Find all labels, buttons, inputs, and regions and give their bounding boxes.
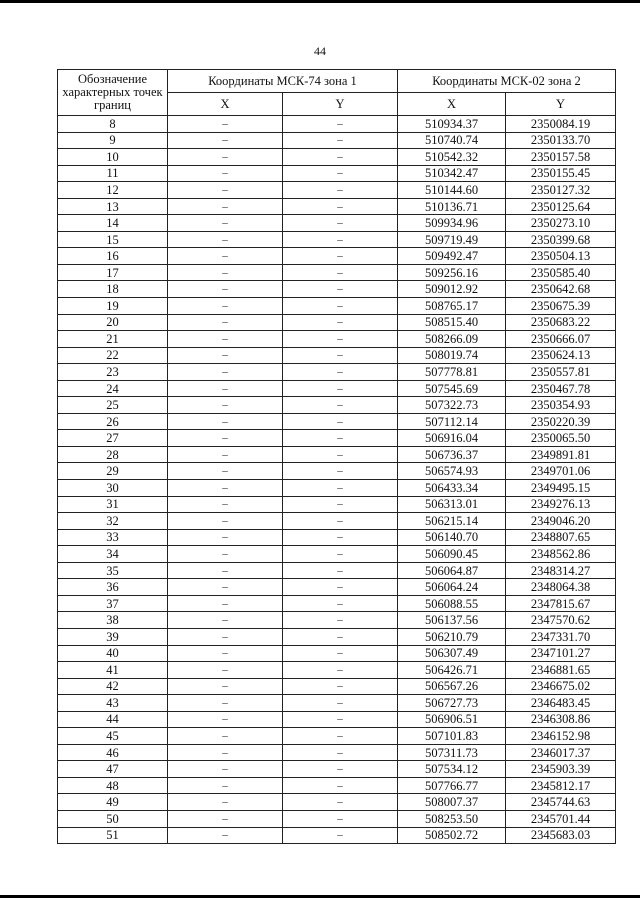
msk74-y-cell: –: [283, 827, 398, 844]
msk74-x-cell: –: [168, 711, 283, 728]
msk02-x-cell: 506433.34: [398, 480, 506, 497]
point-number-cell: 48: [58, 777, 168, 794]
table-row: [58, 463, 616, 480]
point-number-cell: 17: [58, 264, 168, 281]
msk74-x-cell: –: [168, 446, 283, 463]
table-row: [58, 380, 616, 397]
table-row: [58, 132, 616, 149]
msk74-y-cell: –: [283, 794, 398, 811]
msk74-group-header: Координаты МСК-74 зона 1: [168, 70, 398, 93]
point-number-cell: 19: [58, 298, 168, 315]
point-number-cell: 22: [58, 347, 168, 364]
msk02-x-cell: 506313.01: [398, 496, 506, 513]
msk74-y-cell: –: [283, 331, 398, 348]
msk74-x-cell: –: [168, 810, 283, 827]
msk74-y-cell: –: [283, 298, 398, 315]
point-number-cell: 20: [58, 314, 168, 331]
msk02-x-cell: 509012.92: [398, 281, 506, 298]
msk74-y-cell: –: [283, 264, 398, 281]
msk02-y-cell: 2350273.10: [506, 215, 616, 232]
table-row: [58, 298, 616, 315]
msk02-y-cell: 2349276.13: [506, 496, 616, 513]
msk74-x-cell: –: [168, 116, 283, 133]
msk74-y-cell: –: [283, 215, 398, 232]
msk74-y-cell: –: [283, 463, 398, 480]
msk02-x-cell: 506064.24: [398, 579, 506, 596]
msk02-x-cell: 507778.81: [398, 364, 506, 381]
msk02-y-cell: 2348807.65: [506, 529, 616, 546]
msk02-x-cell: 507311.73: [398, 744, 506, 761]
msk74-y-cell: –: [283, 546, 398, 563]
point-number-cell: 41: [58, 662, 168, 679]
msk74-y-cell: –: [283, 513, 398, 530]
point-number-cell: 13: [58, 198, 168, 215]
msk74-x-header: X: [168, 93, 283, 116]
table-row: [58, 430, 616, 447]
point-number-cell: 35: [58, 562, 168, 579]
point-number-cell: 38: [58, 612, 168, 629]
msk02-y-cell: 2350155.45: [506, 165, 616, 182]
table-row: [58, 364, 616, 381]
table-row: [58, 215, 616, 232]
table-row: [58, 231, 616, 248]
msk02-x-cell: 510144.60: [398, 182, 506, 199]
msk74-y-cell: –: [283, 198, 398, 215]
msk02-y-cell: 2346152.98: [506, 728, 616, 745]
point-number-cell: 40: [58, 645, 168, 662]
msk74-y-cell: –: [283, 777, 398, 794]
point-number-cell: 47: [58, 761, 168, 778]
table-row: [58, 314, 616, 331]
msk74-x-cell: –: [168, 529, 283, 546]
msk02-y-cell: 2349891.81: [506, 446, 616, 463]
msk02-y-cell: 2346308.86: [506, 711, 616, 728]
msk02-y-cell: 2348064.38: [506, 579, 616, 596]
msk74-y-cell: –: [283, 645, 398, 662]
msk02-x-cell: 506736.37: [398, 446, 506, 463]
msk74-x-cell: –: [168, 827, 283, 844]
msk74-x-cell: –: [168, 794, 283, 811]
table-row: [58, 529, 616, 546]
msk02-x-cell: 508502.72: [398, 827, 506, 844]
msk74-x-cell: –: [168, 744, 283, 761]
msk74-x-cell: –: [168, 695, 283, 712]
msk02-x-cell: 508515.40: [398, 314, 506, 331]
msk74-y-cell: –: [283, 364, 398, 381]
msk02-x-cell: 508019.74: [398, 347, 506, 364]
msk74-x-cell: –: [168, 380, 283, 397]
table-row: [58, 678, 616, 695]
msk74-y-cell: –: [283, 529, 398, 546]
msk74-x-cell: –: [168, 562, 283, 579]
msk02-y-cell: 2350666.07: [506, 331, 616, 348]
table-row: [58, 612, 616, 629]
msk02-y-cell: 2350557.81: [506, 364, 616, 381]
msk02-x-cell: 508007.37: [398, 794, 506, 811]
table-header: [58, 70, 616, 116]
table-row: [58, 331, 616, 348]
msk02-y-cell: 2348562.86: [506, 546, 616, 563]
table-row: [58, 662, 616, 679]
msk02-x-cell: 506567.26: [398, 678, 506, 695]
point-number-cell: 45: [58, 728, 168, 745]
point-number-cell: 23: [58, 364, 168, 381]
msk02-y-cell: 2350133.70: [506, 132, 616, 149]
msk02-y-cell: 2347815.67: [506, 595, 616, 612]
point-number-cell: 37: [58, 595, 168, 612]
msk74-y-cell: –: [283, 182, 398, 199]
msk02-group-header: Координаты МСК-02 зона 2: [398, 70, 616, 93]
msk74-x-cell: –: [168, 215, 283, 232]
msk74-x-cell: –: [168, 413, 283, 430]
msk02-y-cell: 2346881.65: [506, 662, 616, 679]
msk02-x-cell: 508253.50: [398, 810, 506, 827]
msk02-x-cell: 507101.83: [398, 728, 506, 745]
msk02-x-cell: 506574.93: [398, 463, 506, 480]
table-row: [58, 761, 616, 778]
msk02-x-cell: 506137.56: [398, 612, 506, 629]
msk02-y-cell: 2350399.68: [506, 231, 616, 248]
msk02-x-cell: 507322.73: [398, 397, 506, 414]
msk02-x-cell: 509256.16: [398, 264, 506, 281]
page-number: 44: [314, 44, 326, 58]
point-number-cell: 28: [58, 446, 168, 463]
msk74-y-cell: –: [283, 347, 398, 364]
msk74-y-cell: –: [283, 430, 398, 447]
msk02-x-cell: 506140.70: [398, 529, 506, 546]
page-top-border: [0, 0, 640, 3]
point-number-cell: 25: [58, 397, 168, 414]
table-row: [58, 198, 616, 215]
msk02-y-cell: 2346675.02: [506, 678, 616, 695]
msk02-y-cell: 2345812.17: [506, 777, 616, 794]
table-row: [58, 711, 616, 728]
msk02-y-cell: 2349046.20: [506, 513, 616, 530]
msk02-x-cell: 508266.09: [398, 331, 506, 348]
msk74-y-cell: –: [283, 562, 398, 579]
table-row: [58, 595, 616, 612]
msk74-y-cell: –: [283, 662, 398, 679]
table-row: [58, 149, 616, 166]
point-number-cell: 46: [58, 744, 168, 761]
msk74-y-cell: –: [283, 711, 398, 728]
msk02-y-cell: 2345701.44: [506, 810, 616, 827]
msk74-x-cell: –: [168, 430, 283, 447]
msk74-y-cell: –: [283, 810, 398, 827]
table-row: [58, 810, 616, 827]
msk02-x-cell: 506906.51: [398, 711, 506, 728]
msk02-y-cell: 2349701.06: [506, 463, 616, 480]
msk02-y-header: Y: [506, 93, 616, 116]
msk74-x-cell: –: [168, 149, 283, 166]
msk02-y-cell: 2350157.58: [506, 149, 616, 166]
msk02-x-cell: 506090.45: [398, 546, 506, 563]
point-number-cell: 49: [58, 794, 168, 811]
msk02-x-cell: 506426.71: [398, 662, 506, 679]
msk74-y-cell: –: [283, 116, 398, 133]
msk74-y-cell: –: [283, 132, 398, 149]
msk74-y-cell: –: [283, 231, 398, 248]
msk02-y-cell: 2345683.03: [506, 827, 616, 844]
table-row: [58, 794, 616, 811]
point-number-cell: 9: [58, 132, 168, 149]
msk74-x-cell: –: [168, 513, 283, 530]
msk02-y-cell: 2348314.27: [506, 562, 616, 579]
table-row: [58, 628, 616, 645]
msk02-x-cell: 510740.74: [398, 132, 506, 149]
msk02-y-cell: 2350675.39: [506, 298, 616, 315]
point-number-cell: 15: [58, 231, 168, 248]
coordinates-table: [57, 69, 616, 844]
table-body: [58, 116, 616, 844]
table-row: [58, 695, 616, 712]
msk02-x-cell: 509719.49: [398, 231, 506, 248]
point-number-cell: 32: [58, 513, 168, 530]
msk02-x-cell: 506916.04: [398, 430, 506, 447]
msk74-x-cell: –: [168, 231, 283, 248]
table-row: [58, 546, 616, 563]
msk02-x-cell: 506307.49: [398, 645, 506, 662]
msk74-x-cell: –: [168, 132, 283, 149]
point-number-cell: 10: [58, 149, 168, 166]
msk74-x-cell: –: [168, 314, 283, 331]
msk02-y-cell: 2350467.78: [506, 380, 616, 397]
point-number-cell: 39: [58, 628, 168, 645]
msk74-y-cell: –: [283, 314, 398, 331]
msk74-x-cell: –: [168, 198, 283, 215]
point-number-cell: 50: [58, 810, 168, 827]
msk74-y-cell: –: [283, 480, 398, 497]
msk02-y-cell: 2350125.64: [506, 198, 616, 215]
point-number-cell: 26: [58, 413, 168, 430]
point-number-cell: 27: [58, 430, 168, 447]
table-row: [58, 397, 616, 414]
table-row: [58, 777, 616, 794]
msk02-x-cell: 506215.14: [398, 513, 506, 530]
table-row: [58, 281, 616, 298]
msk74-x-cell: –: [168, 546, 283, 563]
msk02-y-cell: 2350127.32: [506, 182, 616, 199]
point-label-header: Обозначение характерных точек границ: [58, 70, 168, 116]
msk74-y-cell: –: [283, 165, 398, 182]
msk02-y-cell: 2349495.15: [506, 480, 616, 497]
point-number-cell: 8: [58, 116, 168, 133]
msk74-x-cell: –: [168, 463, 283, 480]
msk02-x-cell: 508765.17: [398, 298, 506, 315]
msk74-x-cell: –: [168, 496, 283, 513]
msk74-x-cell: –: [168, 662, 283, 679]
point-number-cell: 16: [58, 248, 168, 265]
msk74-x-cell: –: [168, 165, 283, 182]
msk02-y-cell: 2346483.45: [506, 695, 616, 712]
table-row: [58, 645, 616, 662]
point-number-cell: 42: [58, 678, 168, 695]
point-number-cell: 36: [58, 579, 168, 596]
point-number-cell: 51: [58, 827, 168, 844]
table-row: [58, 480, 616, 497]
msk02-y-cell: 2350220.39: [506, 413, 616, 430]
msk74-x-cell: –: [168, 298, 283, 315]
msk02-x-cell: 510934.37: [398, 116, 506, 133]
msk74-x-cell: –: [168, 761, 283, 778]
msk74-x-cell: –: [168, 728, 283, 745]
point-number-cell: 18: [58, 281, 168, 298]
msk02-x-cell: 509934.96: [398, 215, 506, 232]
msk74-y-cell: –: [283, 397, 398, 414]
msk02-x-cell: 507534.12: [398, 761, 506, 778]
msk02-y-cell: 2345903.39: [506, 761, 616, 778]
msk74-x-cell: –: [168, 480, 283, 497]
msk74-y-cell: –: [283, 380, 398, 397]
msk74-x-cell: –: [168, 331, 283, 348]
msk74-y-cell: –: [283, 728, 398, 745]
table-row: [58, 562, 616, 579]
msk74-x-cell: –: [168, 364, 283, 381]
msk74-x-cell: –: [168, 397, 283, 414]
table-row: [58, 264, 616, 281]
table-row: [58, 446, 616, 463]
msk02-y-cell: 2347331.70: [506, 628, 616, 645]
table-row: [58, 116, 616, 133]
table-row: [58, 248, 616, 265]
msk74-y-cell: –: [283, 149, 398, 166]
msk02-x-cell: 509492.47: [398, 248, 506, 265]
msk02-x-cell: 507545.69: [398, 380, 506, 397]
msk74-x-cell: –: [168, 678, 283, 695]
msk02-x-cell: 506727.73: [398, 695, 506, 712]
msk74-y-cell: –: [283, 628, 398, 645]
point-number-cell: 11: [58, 165, 168, 182]
msk74-y-cell: –: [283, 579, 398, 596]
msk74-y-cell: –: [283, 446, 398, 463]
msk02-y-cell: 2350504.13: [506, 248, 616, 265]
table-row: [58, 182, 616, 199]
msk74-y-cell: –: [283, 413, 398, 430]
msk02-y-cell: 2350624.13: [506, 347, 616, 364]
msk02-x-cell: 510136.71: [398, 198, 506, 215]
msk02-y-cell: 2350585.40: [506, 264, 616, 281]
msk74-x-cell: –: [168, 579, 283, 596]
msk74-y-cell: –: [283, 744, 398, 761]
point-number-cell: 24: [58, 380, 168, 397]
point-number-cell: 12: [58, 182, 168, 199]
msk74-x-cell: –: [168, 628, 283, 645]
table-row: [58, 579, 616, 596]
msk02-x-header: X: [398, 93, 506, 116]
table-row: [58, 347, 616, 364]
point-number-cell: 30: [58, 480, 168, 497]
msk74-y-cell: –: [283, 612, 398, 629]
msk02-y-cell: 2347570.62: [506, 612, 616, 629]
msk74-y-cell: –: [283, 248, 398, 265]
msk02-y-cell: 2345744.63: [506, 794, 616, 811]
msk74-y-header: Y: [283, 93, 398, 116]
point-number-cell: 43: [58, 695, 168, 712]
msk74-x-cell: –: [168, 264, 283, 281]
msk74-x-cell: –: [168, 645, 283, 662]
table-row: [58, 744, 616, 761]
msk02-y-cell: 2350354.93: [506, 397, 616, 414]
msk74-y-cell: –: [283, 761, 398, 778]
msk02-x-cell: 507112.14: [398, 413, 506, 430]
table-row: [58, 827, 616, 844]
point-number-cell: 14: [58, 215, 168, 232]
msk02-y-cell: 2347101.27: [506, 645, 616, 662]
point-number-cell: 29: [58, 463, 168, 480]
msk74-x-cell: –: [168, 281, 283, 298]
point-number-cell: 34: [58, 546, 168, 563]
msk02-x-cell: 507766.77: [398, 777, 506, 794]
msk74-x-cell: –: [168, 777, 283, 794]
table-row: [58, 413, 616, 430]
msk02-x-cell: 510542.32: [398, 149, 506, 166]
msk02-x-cell: 506088.55: [398, 595, 506, 612]
msk74-x-cell: –: [168, 347, 283, 364]
table-row: [58, 496, 616, 513]
msk02-y-cell: 2350642.68: [506, 281, 616, 298]
msk74-y-cell: –: [283, 595, 398, 612]
point-number-cell: 21: [58, 331, 168, 348]
point-number-cell: 31: [58, 496, 168, 513]
msk74-y-cell: –: [283, 281, 398, 298]
msk02-y-cell: 2350683.22: [506, 314, 616, 331]
msk74-x-cell: –: [168, 612, 283, 629]
msk02-x-cell: 506210.79: [398, 628, 506, 645]
msk74-x-cell: –: [168, 182, 283, 199]
msk02-y-cell: 2350084.19: [506, 116, 616, 133]
table-row: [58, 165, 616, 182]
msk74-x-cell: –: [168, 595, 283, 612]
table-row: [58, 728, 616, 745]
point-number-cell: 44: [58, 711, 168, 728]
point-number-cell: 33: [58, 529, 168, 546]
table-row: [58, 513, 616, 530]
msk74-y-cell: –: [283, 496, 398, 513]
msk02-x-cell: 506064.87: [398, 562, 506, 579]
msk74-y-cell: –: [283, 678, 398, 695]
msk74-y-cell: –: [283, 695, 398, 712]
msk02-y-cell: 2346017.37: [506, 744, 616, 761]
msk02-x-cell: 510342.47: [398, 165, 506, 182]
msk74-x-cell: –: [168, 248, 283, 265]
msk02-y-cell: 2350065.50: [506, 430, 616, 447]
